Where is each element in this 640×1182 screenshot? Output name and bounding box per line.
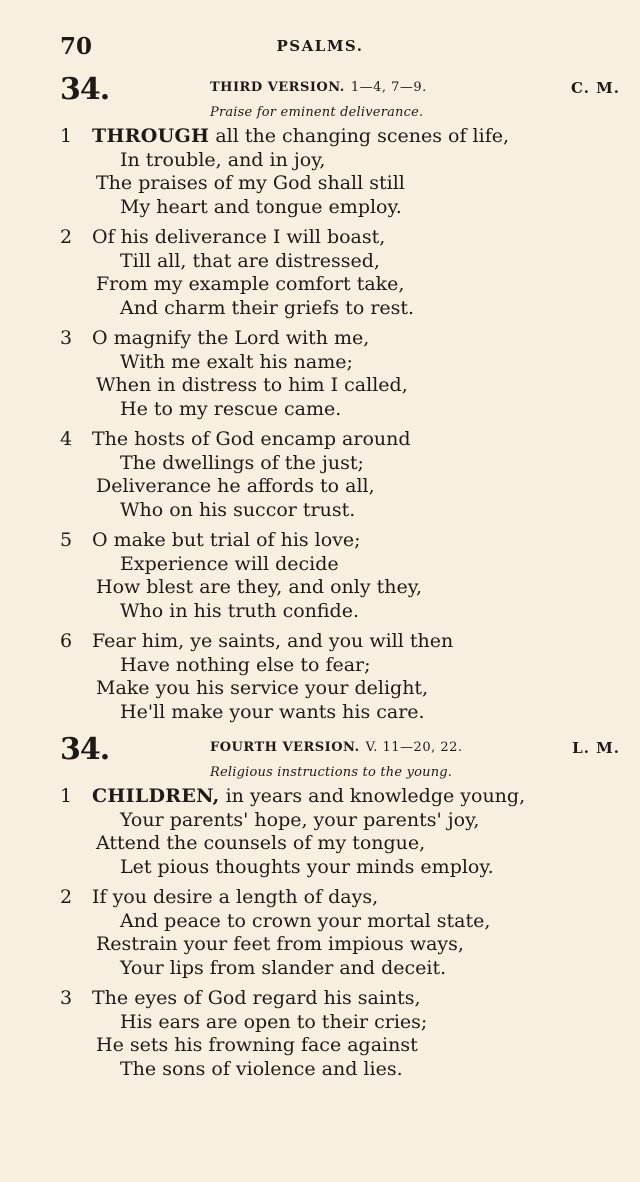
stanza-line: Your lips from slander and deceit.: [120, 956, 447, 979]
stanza-line: Your parents' hope, your parents' joy,: [120, 808, 480, 831]
stanza-line: Experience will decide: [120, 552, 339, 575]
line-text: Of his deliverance I will boast,: [92, 226, 386, 248]
stanza-1: [60, 785, 620, 879]
psalm-version: [210, 740, 463, 755]
stanza-line: Restrain your feet from impious ways,: [96, 933, 464, 955]
stanza-line: Make you his service your delight,: [96, 677, 429, 699]
line-text: O make but trial of his love;: [92, 529, 361, 551]
version-label: FOURTH VERSION.: [210, 740, 360, 755]
verse-number: 3: [60, 327, 73, 349]
stanza-1: [60, 125, 620, 219]
stanza-line: He to my rescue came.: [120, 397, 342, 420]
version-label: THIRD VERSION.: [210, 80, 345, 95]
stanza-line: [60, 630, 620, 654]
running-head: PSALMS.: [276, 37, 364, 55]
first-word: CHILDREN,: [92, 785, 220, 807]
psalm-number: 34.: [60, 732, 110, 767]
stanza-4: [60, 428, 620, 522]
stanza-3: [60, 987, 620, 1081]
psalm-number: 34.: [60, 72, 110, 107]
verse-number: 3: [60, 987, 73, 1009]
verse-number: 2: [60, 886, 73, 908]
stanza-line: Till all, that are distressed,: [120, 249, 380, 272]
psalm-meter: L. M.: [572, 739, 620, 757]
stanza-3: [60, 327, 620, 421]
stanza-line: My heart and tongue employ.: [120, 195, 402, 218]
stanza-line: [60, 785, 620, 809]
stanza-line: He'll make your wants his care.: [120, 700, 425, 723]
stanza-line: When in distress to him I called,: [96, 374, 408, 396]
verse-number: 2: [60, 226, 73, 248]
line-text: O magnify the Lord with me,: [92, 327, 370, 349]
stanza-line: Attend the counsels of my tongue,: [96, 832, 426, 854]
stanza-line: [60, 428, 620, 452]
psalm-header: [60, 74, 620, 108]
stanza-6: [60, 630, 620, 724]
psalm-subtitle: Praise for eminent deliverance.: [210, 105, 424, 120]
stanza-line: And peace to crown your mortal state,: [120, 909, 491, 932]
stanza-line: The praises of my God shall still: [96, 172, 405, 194]
stanza-line: How blest are they, and only they,: [96, 576, 422, 598]
line-text: Fear him, ye saints, and you will then: [92, 630, 454, 652]
verse-number: 1: [60, 785, 73, 807]
stanza-line: His ears are open to their cries;: [120, 1010, 428, 1033]
stanza-5: [60, 529, 620, 623]
psalm-meter: C. M.: [571, 79, 620, 97]
stanza-line: [60, 327, 620, 351]
stanza-line: And charm their griefs to rest.: [120, 296, 415, 319]
psalm-version: [210, 80, 427, 95]
psalm-third-version: [60, 74, 620, 731]
verse-range: 1—4, 7—9.: [350, 80, 427, 95]
stanza-line: The sons of violence and lies.: [120, 1057, 403, 1080]
verse-number: 4: [60, 428, 73, 450]
line-text: The eyes of God regard his saints,: [92, 987, 421, 1009]
stanza-line: Let pious thoughts your minds employ.: [120, 855, 494, 878]
stanza-line: [60, 987, 620, 1011]
stanza-line: [60, 529, 620, 553]
stanza-2: [60, 226, 620, 320]
stanza-line: In trouble, and in joy,: [120, 148, 326, 171]
line-text: all the changing scenes of life,: [215, 125, 510, 147]
verse-number: 6: [60, 630, 73, 652]
stanza-line: [60, 226, 620, 250]
stanza-line: The dwellings of the just;: [120, 451, 364, 474]
first-word: THROUGH: [92, 125, 210, 147]
psalm-subtitle: Religious instructions to the young.: [210, 765, 453, 780]
verse-number: 5: [60, 529, 73, 551]
line-text: The hosts of God encamp around: [92, 428, 411, 450]
verse-number: 1: [60, 125, 73, 147]
page-number: 70: [60, 33, 93, 60]
stanza-line: [60, 125, 620, 149]
stanza-line: Who on his succor trust.: [120, 498, 356, 521]
stanza-2: [60, 886, 620, 980]
stanza-line: Have nothing else to fear;: [120, 653, 371, 676]
verse-range: V. 11—20, 22.: [365, 740, 463, 755]
line-text: in years and knowledge young,: [225, 785, 526, 807]
stanza-line: Deliverance he affords to all,: [96, 475, 375, 497]
stanza-line: He sets his frowning face against: [96, 1034, 418, 1056]
stanza-line: [60, 886, 620, 910]
psalm-fourth-version: [60, 734, 620, 1088]
stanza-line: Who in his truth confide.: [120, 599, 360, 622]
line-text: If you desire a length of days,: [92, 886, 379, 908]
psalm-header: [60, 734, 620, 768]
stanza-line: From my example comfort take,: [96, 273, 405, 295]
stanza-line: With me exalt his name;: [120, 350, 353, 373]
